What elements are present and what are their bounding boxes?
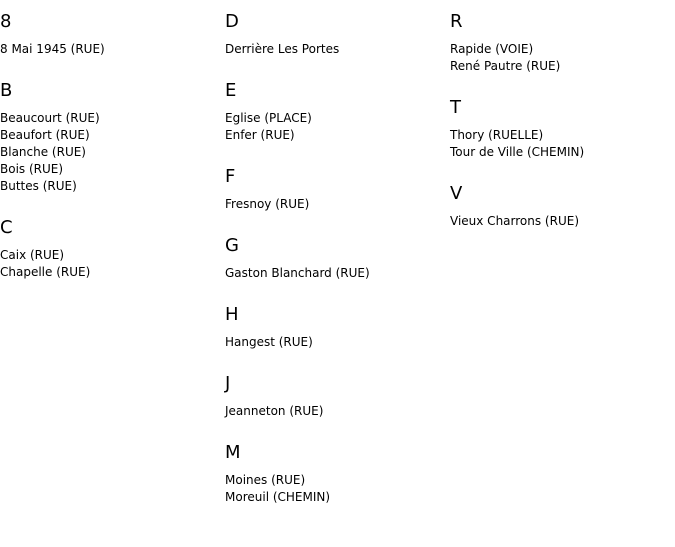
street-link[interactable]: Enfer (RUE) <box>225 128 295 142</box>
street-link[interactable]: Thory (RUELLE) <box>450 128 544 142</box>
index-column-1 <box>0 11 220 303</box>
letter-heading: E <box>225 80 237 101</box>
street-link[interactable]: Moreuil (CHEMIN) <box>225 490 331 504</box>
street-link[interactable]: Rapide (VOIE) <box>450 42 534 56</box>
letter-group <box>450 11 670 75</box>
street-link[interactable]: Beaufort (RUE) <box>0 128 90 142</box>
street-link[interactable]: Hangest (RUE) <box>225 335 313 349</box>
letter-heading: V <box>450 183 463 204</box>
letter-heading: H <box>225 304 239 325</box>
letter-group <box>0 11 220 58</box>
street-link[interactable]: Fresnoy (RUE) <box>225 197 310 211</box>
street-link[interactable]: Beaucourt (RUE) <box>0 111 100 125</box>
letter-heading: B <box>0 80 13 101</box>
letter-group <box>225 80 445 144</box>
letter-group <box>225 11 445 58</box>
letter-group <box>225 166 445 213</box>
street-link[interactable]: Chapelle (RUE) <box>0 265 91 279</box>
letter-heading: C <box>0 217 13 238</box>
letter-heading: F <box>225 166 236 187</box>
street-link[interactable]: Blanche (RUE) <box>0 145 86 159</box>
letter-group <box>0 217 220 281</box>
letter-heading: 8 <box>0 11 12 32</box>
letter-group <box>0 80 220 195</box>
street-link[interactable]: Caix (RUE) <box>0 248 65 262</box>
street-link[interactable]: Bois (RUE) <box>0 162 64 176</box>
street-link[interactable]: Gaston Blanchard (RUE) <box>225 266 370 280</box>
index-column-3 <box>450 11 670 252</box>
letter-heading: R <box>450 11 463 32</box>
street-link[interactable]: Buttes (RUE) <box>0 179 77 193</box>
letter-group <box>225 235 445 282</box>
street-link[interactable]: Derrière Les Portes <box>225 42 340 56</box>
street-link[interactable]: Tour de Ville (CHEMIN) <box>450 145 585 159</box>
letter-heading: G <box>225 235 239 256</box>
letter-group <box>450 183 670 230</box>
letter-heading: D <box>225 11 239 32</box>
street-link[interactable]: Vieux Charrons (RUE) <box>450 214 579 228</box>
letter-group <box>225 304 445 351</box>
letter-heading: T <box>450 97 461 118</box>
letter-heading: J <box>225 373 231 394</box>
street-link[interactable]: Moines (RUE) <box>225 473 306 487</box>
street-link[interactable]: René Pautre (RUE) <box>450 59 561 73</box>
index-column-2 <box>225 11 445 528</box>
letter-group <box>225 373 445 420</box>
street-link[interactable]: Jeanneton (RUE) <box>225 404 324 418</box>
letter-group <box>450 97 670 161</box>
letter-heading: M <box>225 442 241 463</box>
letter-group <box>225 442 445 506</box>
street-link[interactable]: 8 Mai 1945 (RUE) <box>0 42 105 56</box>
street-link[interactable]: Eglise (PLACE) <box>225 111 312 125</box>
